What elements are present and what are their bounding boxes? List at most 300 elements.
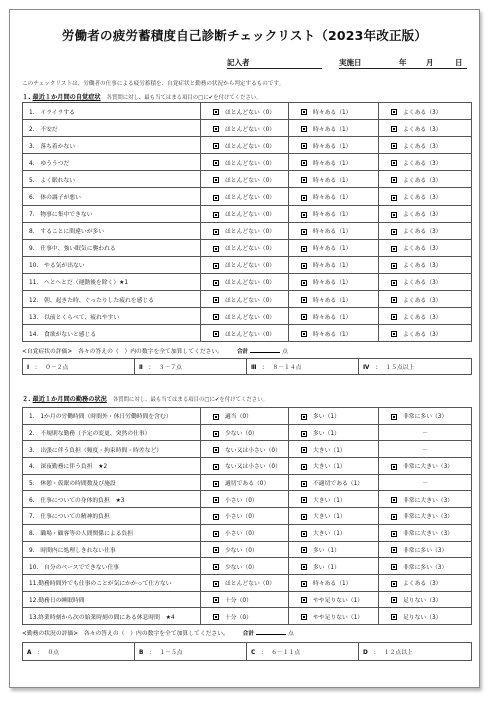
- symptom-option[interactable]: [201, 222, 289, 239]
- option-label: －: [422, 431, 428, 438]
- symptom-table: [22, 102, 472, 342]
- checkbox-icon[interactable]: [301, 514, 307, 520]
- checkbox-icon[interactable]: [213, 564, 219, 570]
- checkbox-icon[interactable]: [301, 564, 307, 570]
- checkbox-icon[interactable]: [213, 109, 219, 115]
- checkbox-icon[interactable]: [213, 297, 219, 303]
- checkbox-icon[interactable]: [213, 263, 219, 269]
- option-label: ほとんどない（0）: [225, 126, 276, 133]
- checkbox-icon[interactable]: [301, 597, 307, 603]
- symptom-option[interactable]: [289, 222, 379, 239]
- checkbox-icon[interactable]: [213, 597, 219, 603]
- work-option[interactable]: [379, 491, 472, 508]
- option-label: 大きい（1）: [313, 447, 346, 454]
- work-row: [23, 474, 472, 491]
- checkbox-icon[interactable]: [301, 314, 307, 320]
- symptom-row: [23, 222, 472, 239]
- checkbox-icon[interactable]: [213, 126, 219, 132]
- checkbox-icon[interactable]: [301, 447, 307, 453]
- option-label: 大きい（1）: [313, 514, 346, 521]
- checkbox-icon[interactable]: [391, 464, 397, 470]
- symptom-question: 11. へとへとだ（運動後を除く）★1: [23, 273, 201, 290]
- score-cell: [359, 359, 472, 375]
- work-option[interactable]: [289, 574, 379, 591]
- checkbox-icon[interactable]: [301, 481, 307, 487]
- option-label: 少ない（0）: [225, 547, 258, 554]
- symptom-option[interactable]: [379, 103, 472, 120]
- symptom-option[interactable]: [289, 120, 379, 137]
- checkbox-icon[interactable]: [213, 514, 219, 520]
- option-label: 時々ある（1）: [313, 331, 352, 338]
- work-row: [23, 541, 472, 558]
- checkbox-icon[interactable]: [301, 464, 307, 470]
- option-label: 多い（1）: [313, 431, 340, 438]
- checkbox-icon[interactable]: [301, 246, 307, 252]
- checkbox-icon[interactable]: [391, 414, 397, 420]
- work-row: [23, 608, 472, 625]
- symptom-option[interactable]: [379, 239, 472, 256]
- work-question: 5. 休憩・仮眠の時間数及び施設: [23, 474, 201, 491]
- option-label: 小さい（0）: [225, 497, 258, 504]
- option-label: 時々ある（1）: [313, 160, 352, 167]
- option-label: 時々ある（1）: [313, 246, 352, 253]
- symptom-row: [23, 103, 472, 120]
- checkbox-icon[interactable]: [391, 195, 397, 201]
- option-label: よくある（3）: [403, 263, 442, 270]
- option-label: 大きい（1）: [313, 464, 346, 471]
- option-label: よくある（3）: [403, 229, 442, 236]
- symptom-option[interactable]: [289, 188, 379, 205]
- work-row: [23, 591, 472, 608]
- checkbox-icon[interactable]: [213, 547, 219, 553]
- symptom-row: [23, 188, 472, 205]
- checkbox-icon[interactable]: [391, 581, 397, 587]
- symptom-option[interactable]: [201, 325, 289, 342]
- work-table: [22, 407, 472, 625]
- checkbox-icon[interactable]: [391, 514, 397, 520]
- checkbox-icon[interactable]: [301, 195, 307, 201]
- work-option[interactable]: [201, 608, 289, 625]
- symptom-question: 13. 以前とくらべて、疲れやすい: [23, 308, 201, 325]
- work-option[interactable]: [201, 408, 289, 425]
- symptom-option[interactable]: [289, 137, 379, 154]
- checkbox-icon[interactable]: [213, 229, 219, 235]
- work-option[interactable]: [379, 541, 472, 558]
- checkbox-icon[interactable]: [301, 581, 307, 587]
- symptom-option[interactable]: [289, 171, 379, 188]
- symptom-option[interactable]: [201, 188, 289, 205]
- option-label: 時々ある（1）: [313, 212, 352, 219]
- date-label: 実施日: [339, 58, 362, 67]
- symptom-option[interactable]: [379, 171, 472, 188]
- score-cell: [359, 643, 472, 661]
- checkbox-icon[interactable]: [391, 497, 397, 503]
- checkbox-icon[interactable]: [391, 297, 397, 303]
- checkbox-icon[interactable]: [391, 280, 397, 286]
- section1-eval: [22, 346, 288, 355]
- symptom-option[interactable]: [201, 137, 289, 154]
- work-row: [23, 408, 472, 425]
- symptom-question: 7. 物事に集中できない: [23, 205, 201, 222]
- score-grade: Ⅳ: [363, 365, 370, 371]
- symptom-row: [23, 325, 472, 342]
- option-label: 大きい（1）: [313, 531, 346, 538]
- checkbox-icon[interactable]: [391, 331, 397, 337]
- option-label: 時々ある（1）: [313, 297, 352, 304]
- checkbox-icon[interactable]: [213, 212, 219, 218]
- score-row: [23, 359, 472, 375]
- score-cell: [247, 643, 359, 661]
- checkbox-icon[interactable]: [301, 547, 307, 553]
- symptom-row: [23, 308, 472, 325]
- score-range: ０－２点: [45, 365, 69, 371]
- section2-eval-label: <勤務の状況の評価> 各々の答えの（ ）内の数字を全て加算してください。: [22, 631, 229, 637]
- option-label: ほとんどない（0）: [225, 331, 276, 338]
- work-option[interactable]: [289, 558, 379, 575]
- checkbox-icon[interactable]: [391, 263, 397, 269]
- work-option[interactable]: [379, 558, 472, 575]
- symptom-question: 8. することに間違いが多い: [23, 222, 201, 239]
- work-score-table: [22, 642, 472, 661]
- work-option[interactable]: [201, 574, 289, 591]
- symptom-option[interactable]: [201, 308, 289, 325]
- option-label: 時々ある（1）: [313, 314, 352, 321]
- work-option[interactable]: [289, 424, 379, 441]
- option-label: 大きい（1）: [313, 497, 346, 504]
- option-label: －: [422, 481, 428, 488]
- symptom-option[interactable]: [379, 273, 472, 290]
- symptom-option[interactable]: [379, 188, 472, 205]
- checkbox-icon[interactable]: [213, 177, 219, 183]
- symptom-row: [23, 137, 472, 154]
- section1-sum-label: 合計: [236, 349, 249, 355]
- symptom-option[interactable]: [379, 308, 472, 325]
- score-grade: A: [27, 650, 32, 656]
- checkbox-icon[interactable]: [213, 431, 219, 437]
- checkbox-icon[interactable]: [391, 614, 397, 620]
- symptom-row: [23, 205, 472, 222]
- work-option[interactable]: [289, 591, 379, 608]
- checkbox-icon[interactable]: [213, 314, 219, 320]
- work-option[interactable]: [289, 608, 379, 625]
- symptom-option[interactable]: [379, 325, 472, 342]
- section2-title: 最近１か月間の勤務の状況: [32, 396, 107, 403]
- symptom-option[interactable]: [201, 103, 289, 120]
- intro-text: このチェックリストは、労働者の仕事による疲労蓄積を、自覚症状と勤務の状況から判定するものです。: [22, 81, 285, 87]
- symptom-score-table: [22, 358, 472, 375]
- section1-sum-blank[interactable]: [250, 346, 280, 353]
- option-label: 時々ある（1）: [313, 177, 352, 184]
- recorder-line: [227, 68, 322, 69]
- option-label: ほとんどない（0）: [225, 195, 276, 202]
- checkbox-icon[interactable]: [213, 143, 219, 149]
- checkbox-icon[interactable]: [391, 160, 397, 166]
- checkbox-icon[interactable]: [301, 280, 307, 286]
- symptom-option[interactable]: [201, 291, 289, 308]
- symptom-option[interactable]: [379, 120, 472, 137]
- work-option: [379, 441, 472, 458]
- checkbox-icon[interactable]: [213, 414, 219, 420]
- work-question: 9. 時間内に処理しきれない仕事: [23, 541, 201, 558]
- symptom-option[interactable]: [379, 222, 472, 239]
- colon: :: [148, 365, 151, 371]
- option-label: よくある（3）: [403, 581, 442, 588]
- symptom-option[interactable]: [289, 273, 379, 290]
- checkbox-icon[interactable]: [213, 464, 219, 470]
- work-row: [23, 524, 472, 541]
- option-label: ない又は小さい（0）: [225, 464, 281, 471]
- option-label: 時々ある（1）: [313, 229, 352, 236]
- symptom-option[interactable]: [379, 154, 472, 171]
- work-option[interactable]: [201, 591, 289, 608]
- symptom-row: [23, 256, 472, 273]
- checkbox-icon[interactable]: [301, 212, 307, 218]
- symptom-option[interactable]: [201, 120, 289, 137]
- work-option[interactable]: [201, 424, 289, 441]
- work-question: 6. 仕事についての身体的負担 ★3: [23, 491, 201, 508]
- score-grade: B: [139, 650, 144, 656]
- symptom-row: [23, 239, 472, 256]
- option-label: よくある（3）: [403, 177, 442, 184]
- score-cell: [23, 643, 135, 661]
- checkbox-icon[interactable]: [301, 177, 307, 183]
- option-label: 時々ある（1）: [313, 280, 352, 287]
- checkbox-icon[interactable]: [213, 331, 219, 337]
- score-cell: [247, 359, 359, 375]
- checkbox-icon[interactable]: [301, 143, 307, 149]
- score-grade: C: [251, 650, 256, 656]
- option-label: よくある（3）: [403, 212, 442, 219]
- work-option[interactable]: [379, 524, 472, 541]
- option-label: 少ない（0）: [225, 564, 258, 571]
- colon: :: [262, 365, 265, 371]
- work-option[interactable]: [289, 458, 379, 475]
- option-label: 非常に多い（3）: [403, 564, 448, 571]
- option-label: よくある（3）: [403, 195, 442, 202]
- checkbox-icon[interactable]: [391, 564, 397, 570]
- checkbox-icon[interactable]: [213, 481, 219, 487]
- symptom-option[interactable]: [289, 256, 379, 273]
- score-range: １５点以上: [385, 365, 415, 371]
- section2-number: ２.: [22, 396, 31, 403]
- work-row: [23, 424, 472, 441]
- day-label: 日: [455, 58, 463, 67]
- option-label: よくある（3）: [403, 246, 442, 253]
- work-option[interactable]: [201, 491, 289, 508]
- symptom-option[interactable]: [379, 205, 472, 222]
- work-row: [23, 574, 472, 591]
- checkbox-icon[interactable]: [301, 229, 307, 235]
- checkbox-icon[interactable]: [391, 177, 397, 183]
- symptom-option[interactable]: [289, 239, 379, 256]
- symptom-row: [23, 120, 472, 137]
- section2-point-label: 点: [287, 631, 294, 637]
- month-label: 月: [426, 58, 434, 67]
- symptom-option[interactable]: [201, 239, 289, 256]
- option-label: 多い（1）: [313, 564, 340, 571]
- checkbox-icon[interactable]: [391, 212, 397, 218]
- work-option[interactable]: [201, 508, 289, 525]
- work-option[interactable]: [289, 508, 379, 525]
- checkbox-icon[interactable]: [213, 531, 219, 537]
- work-row: [23, 508, 472, 525]
- checkbox-icon[interactable]: [391, 246, 397, 252]
- work-question: 12.勤務日の睡眠時間: [23, 591, 201, 608]
- option-label: 時々ある（1）: [313, 581, 352, 588]
- option-label: ほとんどない（0）: [225, 212, 276, 219]
- checkbox-icon[interactable]: [213, 447, 219, 453]
- work-option[interactable]: [201, 474, 289, 491]
- symptom-option[interactable]: [201, 273, 289, 290]
- checkbox-icon[interactable]: [391, 597, 397, 603]
- symptom-question: 10. やる気が出ない: [23, 256, 201, 273]
- checkbox-icon[interactable]: [301, 331, 307, 337]
- option-label: －: [422, 447, 428, 454]
- symptom-row: [23, 171, 472, 188]
- option-label: よくある（3）: [403, 297, 442, 304]
- symptom-option[interactable]: [379, 291, 472, 308]
- work-option[interactable]: [289, 408, 379, 425]
- option-label: 非常に多い（3）: [403, 547, 448, 554]
- checkbox-icon[interactable]: [391, 229, 397, 235]
- symptom-option[interactable]: [379, 137, 472, 154]
- section2-eval: [22, 628, 294, 637]
- option-label: ほとんどない（0）: [225, 177, 276, 184]
- score-grade: Ⅰ: [27, 365, 30, 371]
- checkbox-icon[interactable]: [391, 531, 397, 537]
- symptom-option[interactable]: [201, 256, 289, 273]
- checkbox-icon[interactable]: [213, 160, 219, 166]
- symptom-option[interactable]: [289, 154, 379, 171]
- work-option[interactable]: [289, 491, 379, 508]
- option-label: よくある（3）: [403, 160, 442, 167]
- work-option: [379, 424, 472, 441]
- option-label: 小さい（0）: [225, 514, 258, 521]
- checkbox-icon[interactable]: [301, 297, 307, 303]
- symptom-option[interactable]: [289, 291, 379, 308]
- symptom-question: 5. よく眠れない: [23, 171, 201, 188]
- option-label: 非常に大きい（3）: [403, 514, 454, 521]
- checkbox-icon[interactable]: [391, 109, 397, 115]
- work-option[interactable]: [201, 524, 289, 541]
- option-label: ない又は小さい（0）: [225, 447, 281, 454]
- work-option[interactable]: [289, 474, 379, 491]
- symptom-question: 3. 落ち着かない: [23, 137, 201, 154]
- option-label: よくある（3）: [403, 126, 442, 133]
- checkbox-icon[interactable]: [391, 547, 397, 553]
- checkbox-icon[interactable]: [213, 280, 219, 286]
- section1-eval-label: <自覚症状の評価> 各々の答えの（ ）内の数字を全て加算してください。: [22, 349, 224, 355]
- work-option[interactable]: [201, 458, 289, 475]
- checkbox-icon[interactable]: [301, 531, 307, 537]
- checkbox-icon[interactable]: [301, 414, 307, 420]
- symptom-option[interactable]: [201, 154, 289, 171]
- option-label: 適切である（0）: [225, 481, 270, 488]
- checkbox-icon[interactable]: [213, 614, 219, 620]
- symptom-option[interactable]: [201, 205, 289, 222]
- work-question: 11.勤務時間外でも仕事のことが気にかかって仕方ない: [23, 574, 201, 591]
- colon: :: [375, 365, 378, 371]
- work-option[interactable]: [379, 408, 472, 425]
- section1-title: 最近１か月間の自覚症状: [32, 94, 101, 101]
- checkbox-icon[interactable]: [301, 109, 307, 115]
- checkbox-icon[interactable]: [301, 263, 307, 269]
- option-label: 非常に多い（3）: [403, 414, 448, 421]
- section1-instruction: 各質問に対し、最も当てはまる項目の□に✔を付けてください。: [106, 95, 262, 101]
- work-option[interactable]: [379, 591, 472, 608]
- option-label: ほとんどない（0）: [225, 581, 276, 588]
- work-option[interactable]: [201, 558, 289, 575]
- option-label: ほとんどない（0）: [225, 160, 276, 167]
- checkbox-icon[interactable]: [301, 160, 307, 166]
- work-option[interactable]: [379, 608, 472, 625]
- score-range: ６－１１点: [271, 650, 301, 656]
- checkbox-icon[interactable]: [391, 314, 397, 320]
- symptom-question: 2. 不安だ: [23, 120, 201, 137]
- checkbox-icon[interactable]: [213, 497, 219, 503]
- checkbox-icon[interactable]: [301, 126, 307, 132]
- option-label: 足りない（3）: [403, 614, 442, 621]
- option-label: 足りない（3）: [403, 597, 442, 604]
- work-question: 3. 出張に伴う負担（頻度・拘束時間・時差など）: [23, 441, 201, 458]
- work-option[interactable]: [289, 441, 379, 458]
- option-label: ほとんどない（0）: [225, 297, 276, 304]
- option-label: 多い（1）: [313, 414, 340, 421]
- option-label: ほとんどない（0）: [225, 314, 276, 321]
- work-question: 8. 職場・顧客等の人間関係による負担: [23, 524, 201, 541]
- score-row: [23, 643, 472, 661]
- work-option[interactable]: [289, 524, 379, 541]
- symptom-option[interactable]: [289, 103, 379, 120]
- checkbox-icon[interactable]: [391, 143, 397, 149]
- symptom-option[interactable]: [289, 325, 379, 342]
- symptom-option[interactable]: [379, 256, 472, 273]
- checkbox-icon[interactable]: [301, 614, 307, 620]
- symptom-question: 6. 体の調子が悪い: [23, 188, 201, 205]
- score-grade: Ⅲ: [251, 365, 257, 371]
- checkbox-icon[interactable]: [213, 195, 219, 201]
- checkbox-icon[interactable]: [301, 431, 307, 437]
- option-label: 時々ある（1）: [313, 263, 352, 270]
- work-option[interactable]: [201, 441, 289, 458]
- score-range: ３－７点: [158, 365, 182, 371]
- option-label: 十分（0）: [225, 614, 252, 621]
- work-option[interactable]: [201, 541, 289, 558]
- symptom-option[interactable]: [289, 205, 379, 222]
- option-label: 多い（1）: [313, 547, 340, 554]
- work-option[interactable]: [379, 574, 472, 591]
- checkbox-icon[interactable]: [391, 126, 397, 132]
- work-option[interactable]: [289, 541, 379, 558]
- symptom-option[interactable]: [201, 171, 289, 188]
- colon: :: [35, 365, 38, 371]
- work-option[interactable]: [379, 458, 472, 475]
- section1-heading: [22, 92, 262, 101]
- checkbox-icon[interactable]: [213, 581, 219, 587]
- score-range: １－５点: [159, 650, 183, 656]
- checklist-page: [9, 9, 480, 688]
- symptom-option[interactable]: [289, 308, 379, 325]
- date-line: [339, 68, 467, 69]
- symptom-question: 4. ゆううつだ: [23, 154, 201, 171]
- section2-sum-blank[interactable]: [256, 628, 286, 635]
- symptom-question: 12. 朝、起きた時、ぐったりした疲れを感じる: [23, 291, 201, 308]
- checkbox-icon[interactable]: [213, 246, 219, 252]
- work-question: 7. 仕事についての精神的負担: [23, 508, 201, 525]
- checkbox-icon[interactable]: [301, 497, 307, 503]
- work-option[interactable]: [379, 508, 472, 525]
- option-label: やや足りない（1）: [313, 614, 364, 621]
